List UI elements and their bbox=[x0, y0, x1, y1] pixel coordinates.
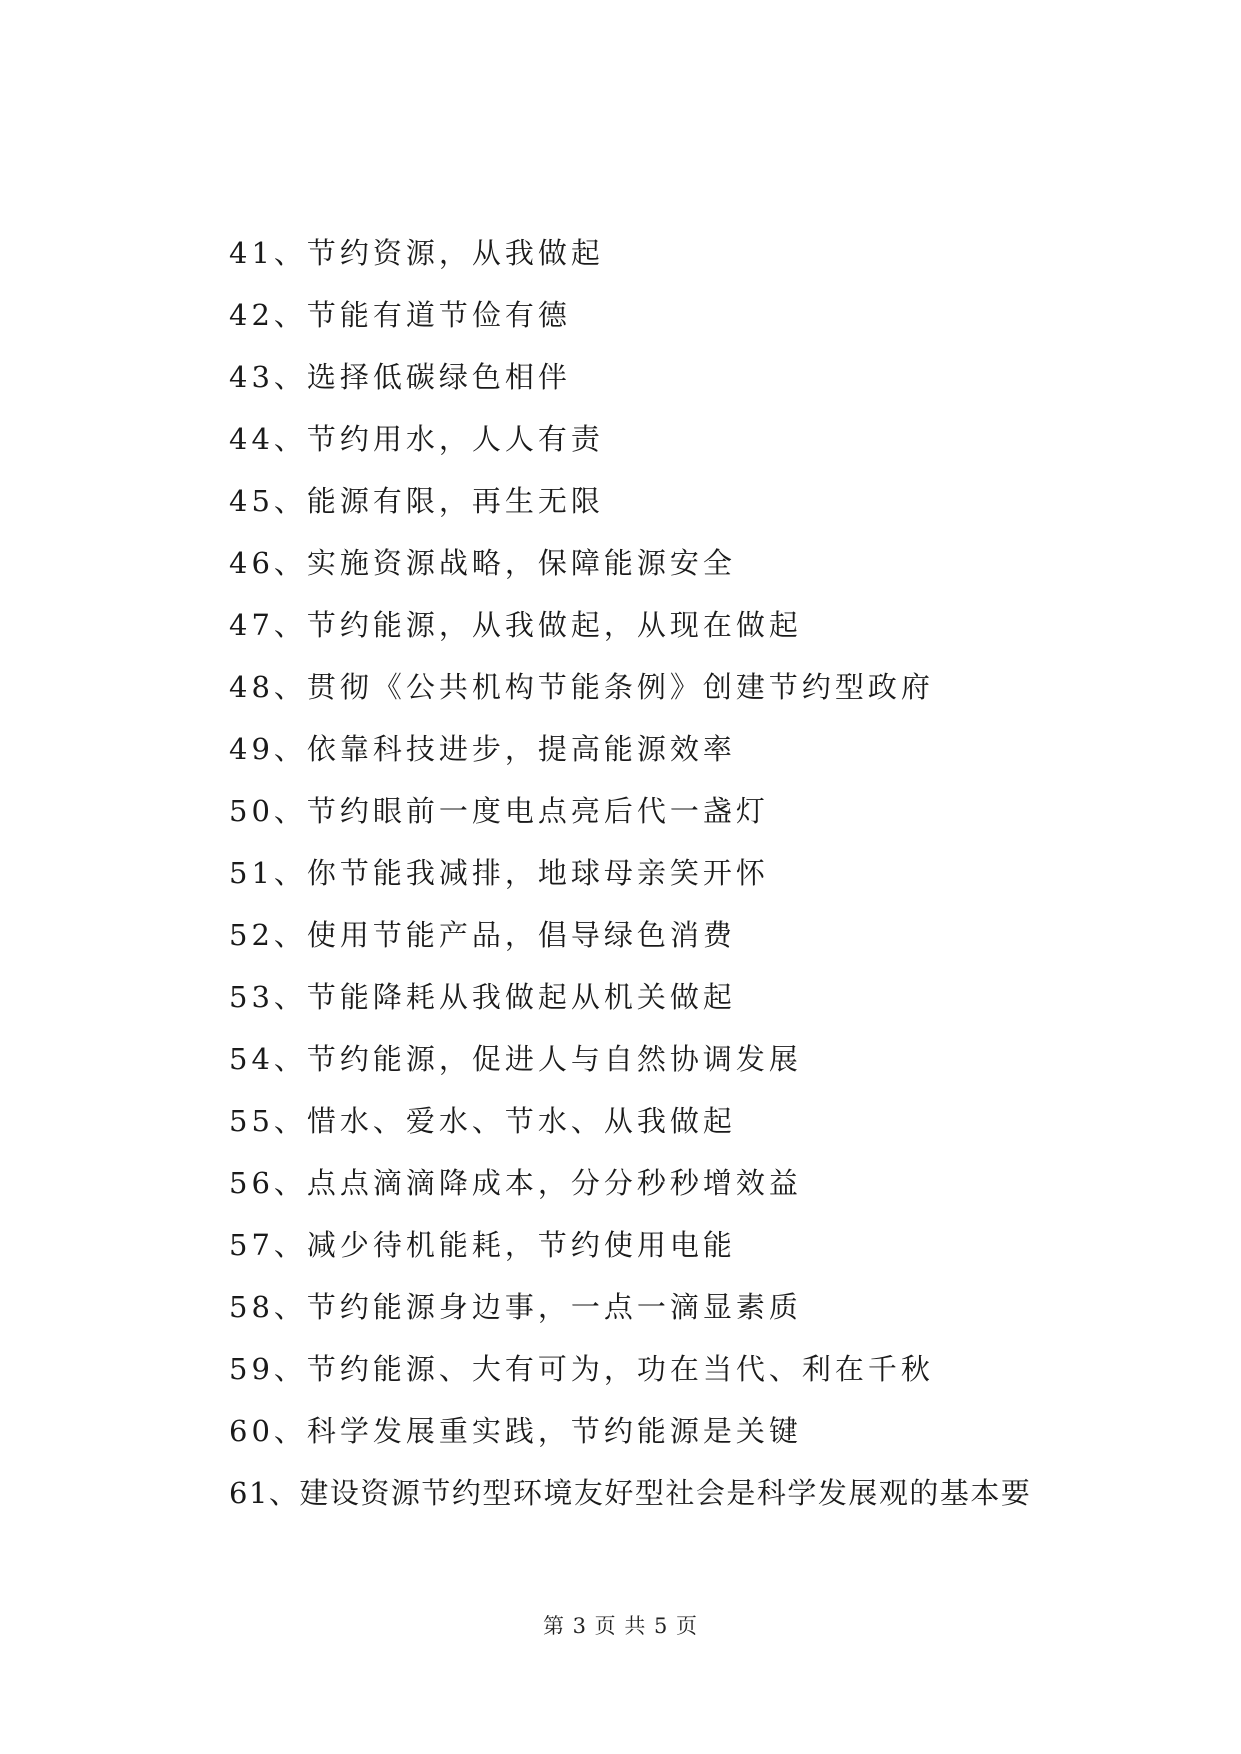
list-item: 61、建设资源节约型环境友好型社会是科学发展观的基本要 bbox=[229, 1476, 1032, 1510]
list-item: 55、惜水、爱水、节水、从我做起 bbox=[229, 1104, 736, 1138]
list-item: 60、科学发展重实践，节约能源是关键 bbox=[229, 1414, 802, 1448]
list-item: 53、节能降耗从我做起从机关做起 bbox=[229, 980, 736, 1014]
list-item: 59、节约能源、大有可为，功在当代、利在千秋 bbox=[229, 1352, 934, 1386]
list-item: 48、贯彻《公共机构节能条例》创建节约型政府 bbox=[229, 670, 934, 704]
list-item: 43、选择低碳绿色相伴 bbox=[229, 360, 571, 394]
list-item: 44、节约用水，人人有责 bbox=[229, 422, 604, 456]
list-item: 42、节能有道节俭有德 bbox=[229, 298, 571, 332]
list-item: 41、节约资源，从我做起 bbox=[229, 236, 604, 270]
list-item: 45、能源有限，再生无限 bbox=[229, 484, 604, 518]
list-item: 56、点点滴滴降成本，分分秒秒增效益 bbox=[229, 1166, 802, 1200]
list-item: 47、节约能源，从我做起，从现在做起 bbox=[229, 608, 802, 642]
list-item: 58、节约能源身边事，一点一滴显素质 bbox=[229, 1290, 802, 1324]
list-item: 57、减少待机能耗，节约使用电能 bbox=[229, 1228, 736, 1262]
list-item: 49、依靠科技进步，提高能源效率 bbox=[229, 732, 736, 766]
list-item: 51、你节能我减排，地球母亲笑开怀 bbox=[229, 856, 769, 890]
list-item: 54、节约能源，促进人与自然协调发展 bbox=[229, 1042, 802, 1076]
list-item: 52、使用节能产品，倡导绿色消费 bbox=[229, 918, 736, 952]
list-item: 46、实施资源战略，保障能源安全 bbox=[229, 546, 736, 580]
page-footer: 第 3 页 共 5 页 bbox=[542, 1614, 699, 1638]
list-item: 50、节约眼前一度电点亮后代一盏灯 bbox=[229, 794, 769, 828]
